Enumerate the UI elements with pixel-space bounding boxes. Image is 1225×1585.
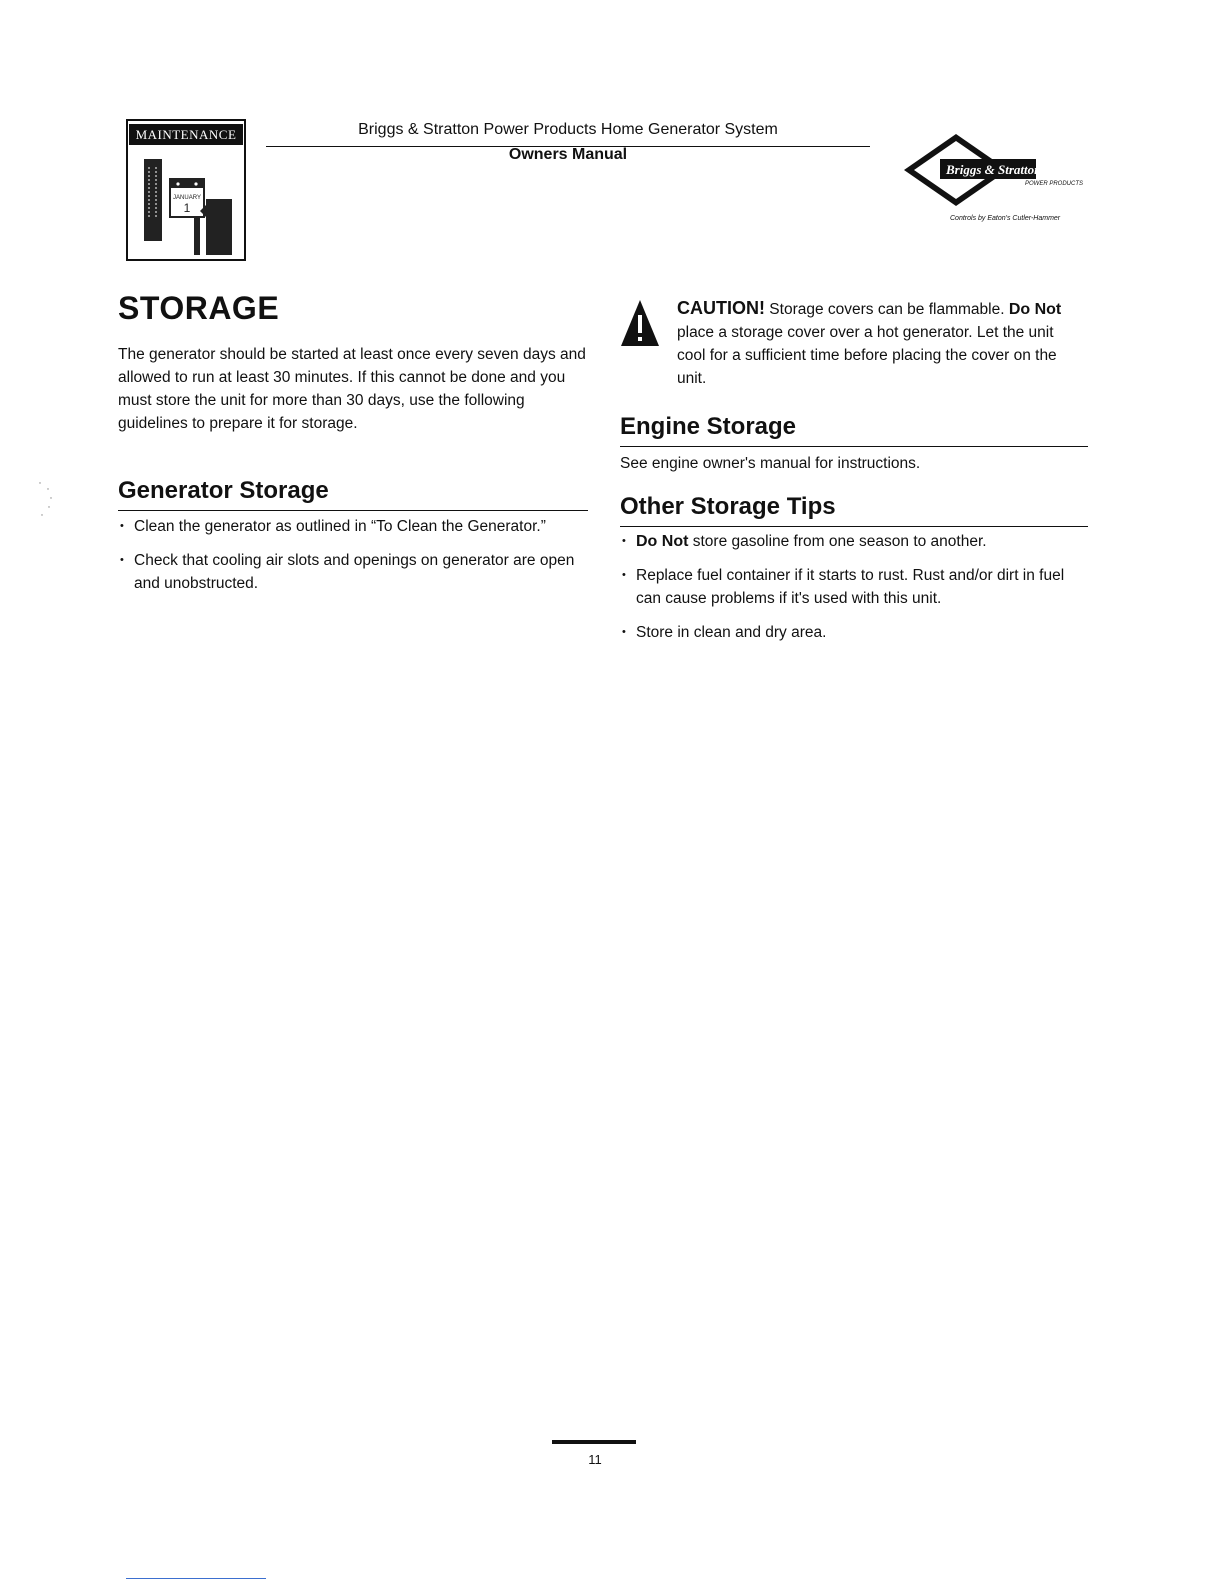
maintenance-label: MAINTENANCE [129, 124, 243, 145]
caution-text-2: place a storage cover over a hot generator. Let the unit cool for a sufficient time before placing the cover on the unit. [677, 324, 1057, 387]
storage-intro: The generator should be started at least once every seven days and allowed to run at least 30 minutes. If this cannot be done and you must store the unit for more than 30 days, use the following guidelines to prepare it for storage. [118, 346, 586, 432]
list-item: • Clean the generator as outlined in “To Clean the Generator.” [118, 515, 588, 538]
page-number-bar [552, 1440, 636, 1444]
list-item: • Check that cooling air slots and openings on generator are open and unobstructed. [118, 549, 588, 595]
caution-text-1: Storage covers can be flammable. [765, 301, 1009, 318]
svg-text:1: 1 [183, 201, 191, 215]
other-storage-tips-list [620, 530, 1088, 655]
page-number: 11 [588, 1452, 602, 1467]
list-item: • Store in clean and dry area. [620, 621, 1088, 644]
generator-storage-rule [118, 510, 588, 511]
list-item [620, 530, 1088, 553]
caution-message [677, 297, 1077, 390]
caution-label: CAUTION! [677, 298, 765, 318]
engine-storage-text: See engine owner's manual for instructions. [620, 455, 921, 472]
maintenance-section-badge [126, 119, 246, 261]
caution-triangle-icon [620, 298, 660, 348]
generator-storage-heading: Generator Storage [118, 477, 329, 504]
other-storage-tips-rule [620, 526, 1088, 527]
svg-text:JANUARY: JANUARY [173, 195, 201, 201]
generator-storage-list [118, 515, 588, 606]
document-title: Briggs & Stratton Power Products Home Generator System [358, 121, 778, 138]
logo-sub: POWER PRODUCTS [1025, 181, 1084, 187]
bottom-edge-line [126, 1578, 266, 1579]
document-subtitle: Owners Manual [508, 146, 628, 163]
tip-text: store gasoline from one season to another. [688, 533, 987, 550]
tip-do-not: Do Not [636, 533, 689, 550]
other-storage-tips-heading: Other Storage Tips [620, 493, 836, 520]
briggs-stratton-logo [900, 130, 1100, 230]
list-item: • Replace fuel container if it starts to rust. Rust and/or dirt in fuel can cause problems if it's used with this unit. [620, 564, 1088, 610]
logo-name: Briggs & Stratton [946, 162, 1042, 177]
engine-storage-heading: Engine Storage [620, 413, 797, 440]
page-title: STORAGE [118, 290, 280, 326]
logo-tagline: Controls by Eaton's Cutler-Hammer [950, 215, 1061, 222]
maintenance-illustration-icon [130, 149, 242, 257]
engine-storage-rule [620, 446, 1088, 447]
scan-specks [36, 480, 56, 520]
caution-do-not: Do Not [1008, 301, 1062, 318]
